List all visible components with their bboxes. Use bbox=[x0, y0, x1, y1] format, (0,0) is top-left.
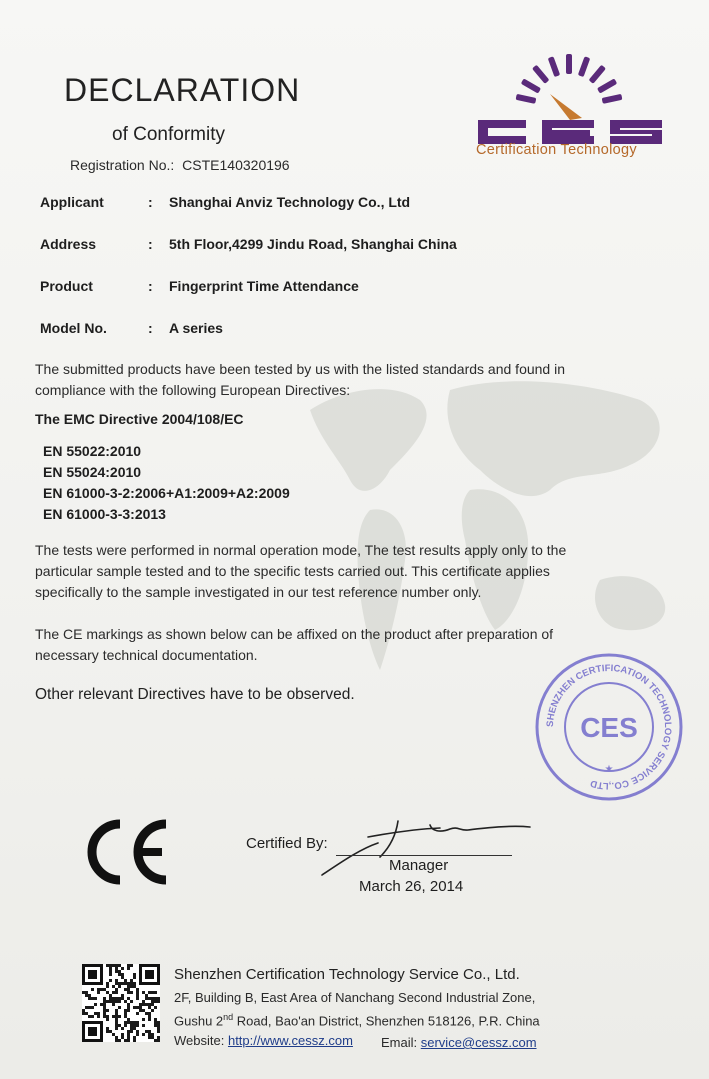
document-title: DECLARATION bbox=[64, 72, 301, 108]
address-line2-sup: nd bbox=[223, 1012, 234, 1022]
registration-number: CSTE140320196 bbox=[182, 157, 290, 173]
issuer-address-line2 bbox=[174, 1012, 540, 1028]
field-label: Applicant bbox=[40, 194, 104, 210]
standard-item: EN 61000-3-3:2013 bbox=[43, 506, 166, 522]
tests-paragraph: The tests were performed in normal operation mode, The test results apply only to the particular sample tested and to the specific tests carried out. This certificate applies specifically to the sample investigated in our test reference number only. bbox=[35, 542, 567, 600]
logo-caption: Certification Technology bbox=[476, 142, 637, 158]
issuer-address-line1: 2F, Building B, East Area of Nanchang Second Industrial Zone, bbox=[174, 990, 536, 1005]
standard-item: EN 55022:2010 bbox=[43, 443, 142, 459]
standard-item: EN 55024:2010 bbox=[43, 464, 142, 480]
svg-text:CES: CES bbox=[580, 712, 638, 743]
document-subtitle: of Conformity bbox=[112, 124, 225, 145]
emc-directive: The EMC Directive 2004/108/EC bbox=[35, 411, 244, 427]
field-value: Fingerprint Time Attendance bbox=[169, 278, 359, 294]
issuer-company: Shenzhen Certification Technology Service Co., Ltd. bbox=[174, 966, 520, 983]
website-label: Website: bbox=[174, 1033, 225, 1048]
website-link[interactable]: http://www.cessz.com bbox=[227, 1033, 353, 1048]
standards-list bbox=[43, 441, 290, 525]
field-colon: : bbox=[148, 320, 153, 336]
svg-text:SHENZHEN CERTIFICATION TECHNOL: SHENZHEN CERTIFICATION TECHNOLOGY SERVICE CO.,LTD bbox=[544, 662, 674, 792]
certification-date: March 26, 2014 bbox=[359, 878, 464, 895]
svg-text:★: ★ bbox=[604, 764, 614, 775]
field-label: Address bbox=[40, 236, 97, 252]
field-label: Product bbox=[40, 278, 93, 294]
other-directives-note: Other relevant Directives have to be observed. bbox=[35, 686, 355, 703]
field-colon: : bbox=[148, 236, 153, 252]
address-line2-start: Gushu 2 bbox=[174, 1013, 224, 1029]
registration-line bbox=[70, 157, 290, 173]
ce-paragraph: The CE markings as shown below can be affixed on the product after preparation of necessary technical documentation. bbox=[35, 626, 554, 663]
signer-role: Manager bbox=[389, 857, 449, 874]
field-colon: : bbox=[148, 278, 153, 294]
ce-mark-icon bbox=[82, 818, 172, 886]
qr-code bbox=[82, 964, 160, 1042]
standard-item: EN 61000-3-2:2006+A1:2009+A2:2009 bbox=[43, 485, 290, 501]
registration-label: Registration No.: bbox=[70, 157, 175, 173]
field-label: Model No. bbox=[40, 320, 107, 336]
address-line2-end: Road, Bao'an District, Shenzhen 518126, P.R. China bbox=[233, 1013, 540, 1029]
email-row bbox=[381, 1035, 537, 1050]
field-value: A series bbox=[169, 320, 223, 336]
official-stamp bbox=[532, 650, 686, 804]
email-label: Email: bbox=[381, 1035, 418, 1050]
website-row bbox=[174, 1033, 353, 1048]
certified-by-label: Certified By: bbox=[246, 835, 328, 852]
sunburst-rays bbox=[516, 54, 623, 104]
signature-line bbox=[336, 855, 512, 856]
field-colon: : bbox=[148, 194, 153, 210]
intro-paragraph: The submitted products have been tested by us with the listed standards and found in compliance with the following European Directives: bbox=[35, 361, 565, 398]
field-value: Shanghai Anviz Technology Co., Ltd bbox=[169, 194, 411, 210]
email-link[interactable]: service@cessz.com bbox=[420, 1035, 537, 1050]
field-value: 5th Floor,4299 Jindu Road, Shanghai China bbox=[169, 236, 457, 252]
